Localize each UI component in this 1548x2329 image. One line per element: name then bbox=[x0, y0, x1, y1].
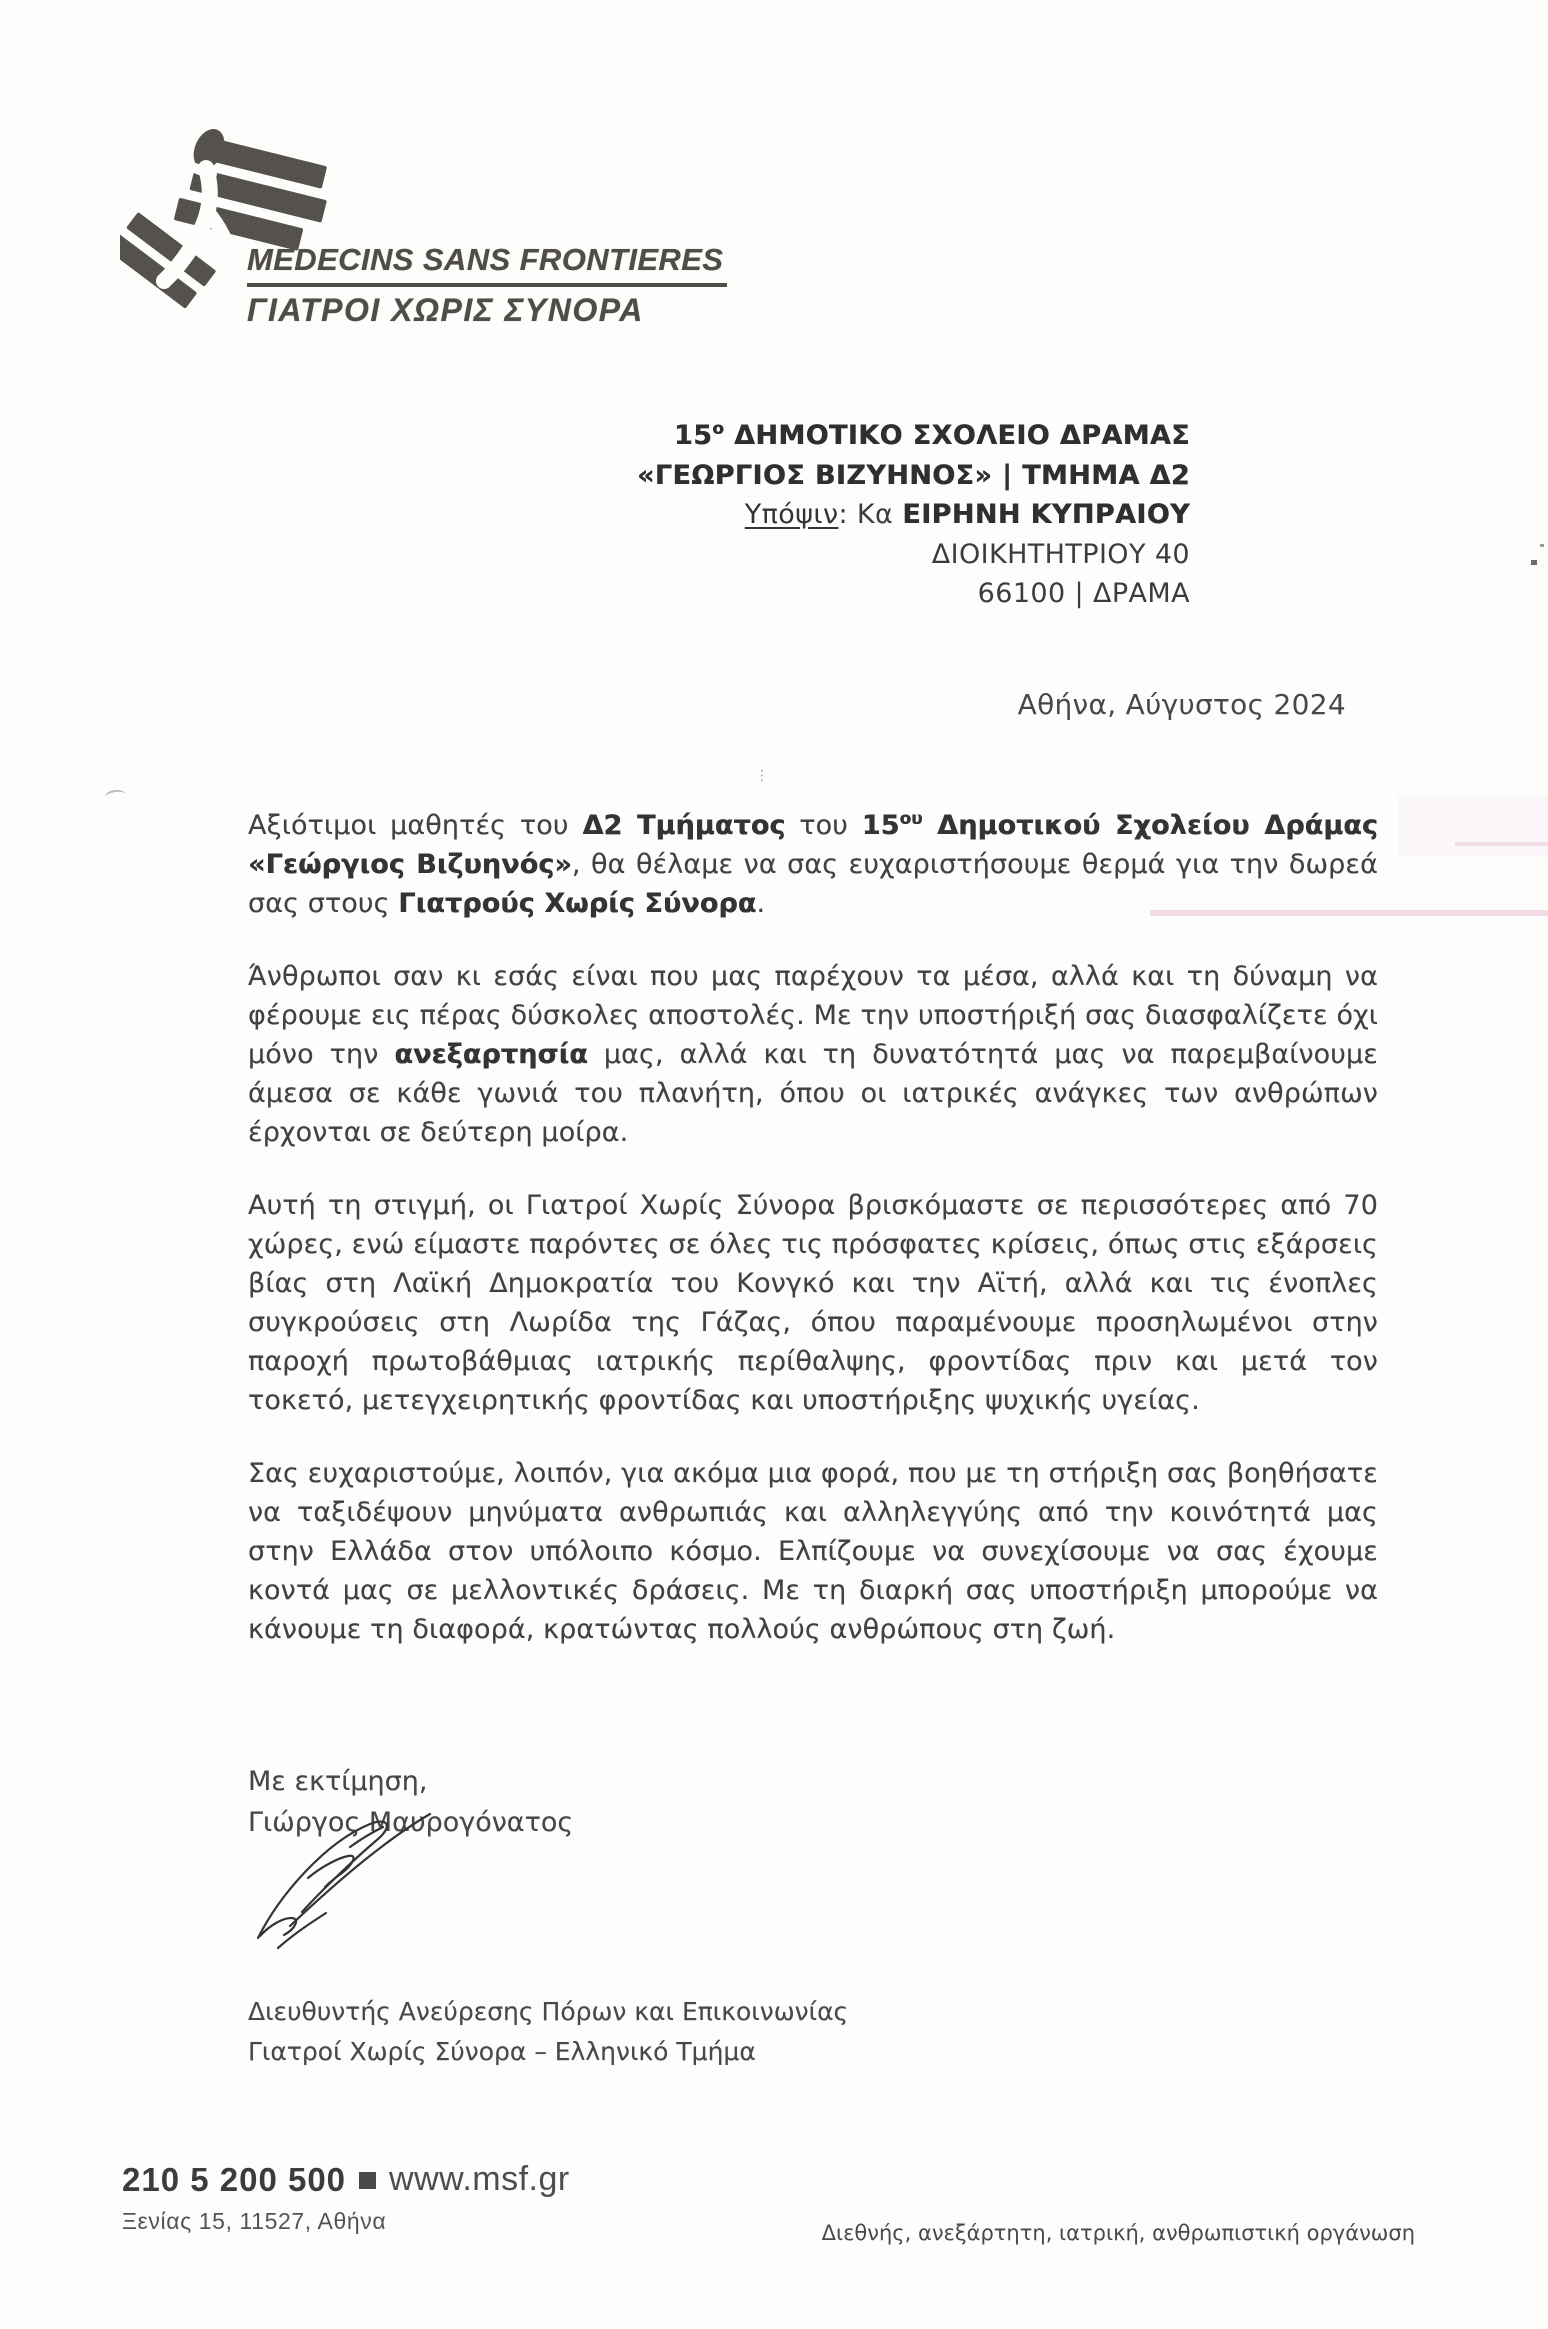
scan-artifact-pink-blush bbox=[1398, 795, 1548, 857]
signer-org: Γιατροί Χωρίς Σύνορα – Ελληνικό Τμήμα bbox=[248, 2037, 756, 2066]
letter-body bbox=[248, 806, 1378, 1683]
p1-bold-org: Γιατρούς Χωρίς Σύνορα bbox=[398, 888, 757, 919]
paragraph-thanks bbox=[248, 1454, 1378, 1649]
school-ordinal: ο bbox=[712, 418, 725, 438]
p1-bold-class: Δ2 Τμήματος bbox=[582, 810, 786, 841]
attention-honorific: : Κα bbox=[838, 499, 903, 530]
school-name: ΔΗΜΟΤΙΚΟ ΣΧΟΛΕΙΟ ΔΡΑΜΑΣ bbox=[724, 420, 1190, 451]
footer-address: Ξενίας 15, 11527, Αθήνα bbox=[122, 2208, 387, 2234]
handwritten-signature bbox=[250, 1806, 445, 1965]
recipient-address-block bbox=[637, 416, 1190, 614]
p1-school-ordinal: ου bbox=[899, 808, 923, 828]
paragraph-greeting bbox=[248, 806, 1378, 923]
footer-contact-row bbox=[122, 2160, 570, 2199]
p1-text: Αξιότιμοι μαθητές του bbox=[248, 810, 583, 841]
recipient-school-line bbox=[637, 416, 1190, 456]
recipient-street: ΔΙΟΙΚΗΤΗΤΡΙΟΥ 40 bbox=[931, 538, 1190, 570]
footer-phone: 210 5 200 500 bbox=[122, 2160, 347, 2198]
p2-text: Άνθρωποι σαν κι εσάς είναι που μας παρέχουν τα μέσα, αλλά και τη δύναμη να φέρουμε εις πέρας δύσκολες αποστολές. Με την υποστήριξή σας διασφαλίζετε όχι μόνο την bbox=[248, 961, 1378, 1070]
scan-artifact-mark: ⋮ bbox=[755, 768, 769, 784]
recipient-attention-line bbox=[637, 495, 1190, 535]
closing-name: Γιώργος Μαυρογόνατος bbox=[248, 1807, 574, 1838]
footer-website: www.msf.gr bbox=[389, 2160, 570, 2198]
p1-text: . bbox=[756, 888, 766, 919]
p3-text: Αυτή τη στιγμή, οι Γιατροί Χωρίς Σύνορα βρισκόμαστε σε περισσότερες από 70 χώρες, ενώ είμαστε παρόντες σε όλες τις πρόσφατες κρίσεις, όπως στις εξάρσεις βίας στη Λαϊκή Δημοκρατία του Κονγκό και την Αϊτή, αλλά και τις ένοπλες συγκρούσεις στη Λωρίδα της Γάζας, όπου παραμένουμε προσηλωμένοι στην παροχή πρωτοβάθμιας ιατρικής περίθαλψης, φροντίδας πριν και μετά τον τοκετό, μετεγχειρητικής φροντίδας και υποστήριξης ψυχικής υγείας. bbox=[248, 1190, 1378, 1416]
recipient-class-line: «ΓΕΩΡΓΙΟΣ ΒΙΖΥΗΝΟΣ» | ΤΜΗΜΑ Δ2 bbox=[636, 459, 1190, 491]
school-number: 15 bbox=[673, 420, 713, 451]
footer-tagline: Διεθνής, ανεξάρτητη, ιατρική, ανθρωπιστική οργάνωση bbox=[821, 2221, 1415, 2245]
p2-bold-independence: ανεξαρτησία bbox=[394, 1039, 588, 1070]
p1-school-name: Δημοτικού Σχολείου Δράμας «Γεώργιος Βιζυηνός» bbox=[248, 810, 1378, 880]
letterhead-org-names bbox=[247, 242, 727, 329]
closing-regards: Με εκτίμηση, bbox=[248, 1766, 428, 1797]
paragraph-missions bbox=[248, 1186, 1378, 1420]
recipient-city: 66100 | ΔΡΑΜΑ bbox=[977, 578, 1190, 609]
paragraph-support bbox=[248, 957, 1378, 1152]
date-line: Αθήνα, Αύγυστος 2024 bbox=[1017, 688, 1346, 721]
p4-text: Σας ευχαριστούμε, λοιπόν, για ακόμα μια φορά, που με τη στήριξη σας βοηθήσατε να ταξιδέψουν μηνύματα ανθρωπιάς και αλληλεγγύης από την κοινότητά μας στην Ελλάδα στον υπόλοιπο κόσμο. Ελπίζουμε να συνεχίσουμε να σας έχουμε κοντά μας σε μελλοντικές δράσεις. Με τη διαρκή σας υποστήριξη μπορούμε να κάνουμε τη διαφορά, κρατώντας πολλούς ανθρώπους στη ζωή. bbox=[248, 1458, 1378, 1645]
signer-block bbox=[248, 1992, 848, 2072]
p1-school-number: 15 bbox=[861, 810, 900, 841]
scan-artifact-speck bbox=[1540, 544, 1544, 547]
attention-name: ΕΙΡΗΝΗ ΚΥΠΡΑΙΟΥ bbox=[902, 499, 1190, 530]
p1-text: , θα θέλαμε να σας ευχαριστήσουμε θερμά για την δωρεά σας στους bbox=[248, 849, 1378, 919]
scan-artifact-squiggle bbox=[104, 788, 127, 803]
square-bullet-icon bbox=[359, 2172, 376, 2189]
org-name-greek: ΓΙΑΤΡΟΙ ΧΩΡΙΣ ΣΥΝΟΡΑ bbox=[247, 292, 644, 328]
scan-artifact-speck bbox=[1531, 560, 1537, 565]
attention-label: Υπόψιν bbox=[744, 499, 839, 530]
p2-text: μας, αλλά και τη δυνατότητά μας να παρεμβαίνουμε άμεσα σε κάθε γωνιά του πλανήτη, όπου οι ιατρικές ανάγκες των ανθρώπων έρχονται σε δεύτερη μοίρα. bbox=[248, 1039, 1378, 1148]
p1-text: του bbox=[785, 810, 862, 841]
scan-artifact-pink-streak bbox=[1455, 842, 1548, 846]
signer-title: Διευθυντής Ανεύρεσης Πόρων και Επικοινωνίας bbox=[248, 1997, 849, 2026]
org-name-french: MEDECINS SANS FRONTIERES bbox=[247, 242, 727, 287]
